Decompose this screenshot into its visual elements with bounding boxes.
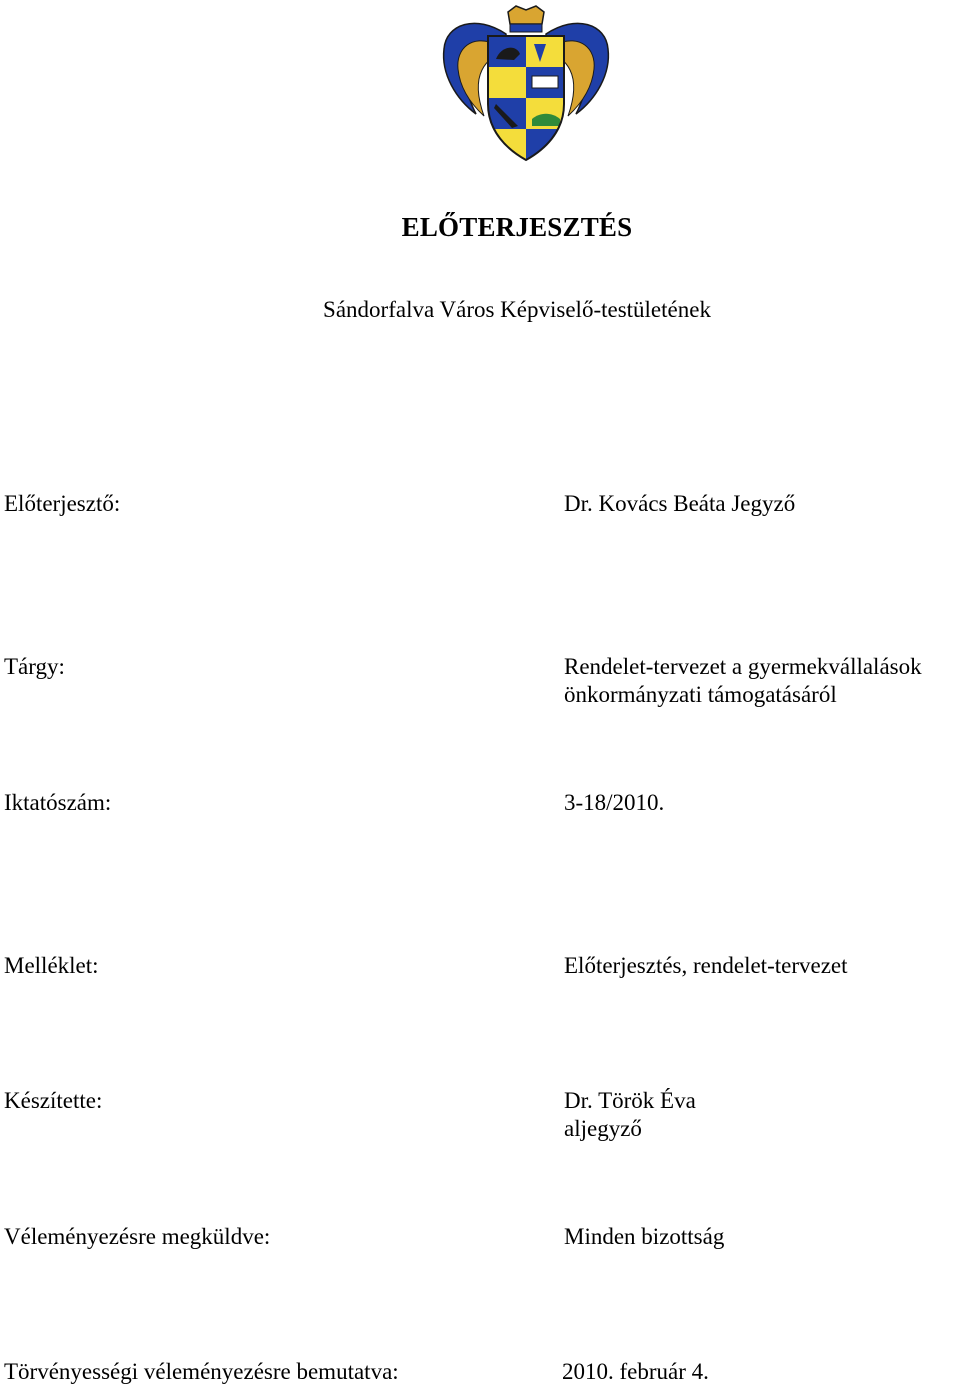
- document-title: ELŐTERJESZTÉS: [401, 212, 633, 242]
- field-value-attachment: Előterjesztés, rendelet-tervezet: [564, 953, 848, 978]
- field-label-file-number: Iktatószám:: [4, 790, 112, 815]
- field-value-file-number: 3-18/2010.: [564, 790, 665, 815]
- field-label-subject: Tárgy:: [4, 654, 65, 679]
- field-label-presenter: Előterjesztő:: [4, 491, 121, 516]
- document-subtitle: Sándorfalva Város Képviselő-testületének: [323, 297, 711, 322]
- field-value-prepared-by-name: Dr. Török Éva: [564, 1088, 696, 1113]
- field-value-subject-line-1: Rendelet-tervezet a gyermekvállalások: [564, 654, 922, 679]
- field-value-presenter: Dr. Kovács Beáta Jegyző: [564, 491, 796, 516]
- field-value-subject-line-2: önkormányzati támogatásáról: [564, 682, 837, 707]
- field-label-legality-review: Törvényességi véleményezésre bemutatva:: [4, 1359, 399, 1384]
- field-value-sent-for-review: Minden bizottság: [564, 1224, 725, 1249]
- field-label-sent-for-review: Véleményezésre megküldve:: [4, 1224, 271, 1249]
- coat-of-arms-icon: [436, 4, 616, 164]
- field-label-attachment: Melléklet:: [4, 953, 99, 978]
- field-value-prepared-by-title: aljegyző: [564, 1116, 642, 1141]
- field-label-prepared-by: Készítette:: [4, 1088, 103, 1113]
- field-value-legality-review: 2010. február 4.: [562, 1359, 709, 1384]
